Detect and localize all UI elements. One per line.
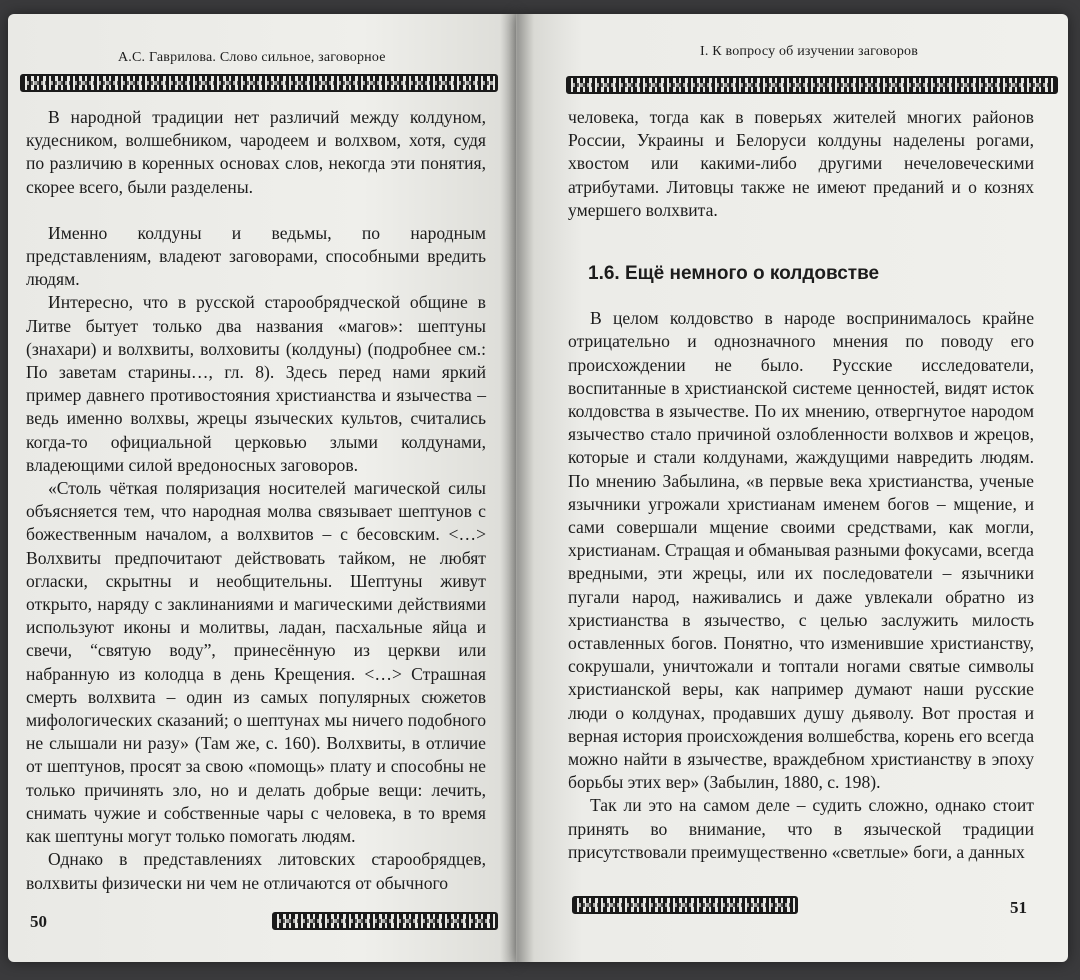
left-paragraph-2: Именно колдуны и ведьмы, по народным представлениям, владеют заговорами, способными вредить людям.	[26, 222, 486, 290]
right-body-text	[568, 106, 1034, 864]
right-header-ornament	[566, 76, 1058, 94]
left-paragraph-3: Интересно, что в русской старообрядческой общине в Литве бытует только два названия «магов»: шептуны (знахари) и волхвиты, волховиты (колдуны) (подробнее см.: По заветам старины…, гл. 8). Здесь перед нами яркий пример давнего противостояния христианства и язычества – ведь именно волхвы, жрецы языческих культов, считались когда-то официальной церковью злыми колдунами, владеющими силой вредоносных заговоров.	[26, 292, 486, 475]
right-paragraph-2: Так ли это на самом деле – судить сложно, однако стоит принять во внимание, что в языческой традиции присутствовали преимущественно «светлые» боги, а данных	[568, 795, 1034, 862]
left-page-number: 50	[30, 912, 47, 931]
section-heading: 1.6. Ещё немного о колдовстве	[588, 263, 880, 285]
right-continuation-paragraph: человека, тогда как в поверьях жителей многих районов России, Украины и Белоруси колдуны наделены рогами, хвостом или какими-либо другими нечеловеческими атрибутами. Литовцы также не имеют преданий и о кознях умершего волхвита.	[568, 107, 1034, 220]
right-footer-ornament	[572, 896, 798, 914]
right-running-head: I. К вопросу об изучении заговоров	[700, 44, 919, 59]
left-body-text	[26, 106, 486, 895]
heading-gap-bottom	[568, 285, 1034, 307]
left-header-ornament	[20, 74, 498, 92]
left-running-head: А.С. Гаврилова. Слово сильное, заговорное	[118, 50, 386, 65]
left-paragraph-5: Однако в представлениях литовских старообрядцев, волхвиты физически ни чем не отличаются от обычного	[26, 849, 486, 893]
left-paragraph-4: «Столь чёткая поляризация носителей магической силы объясняется тем, что народная молва связывает шептунов с божественным началом, а волхвитов – с бесовским. <…> Волхвиты предпочитают действовать тайком, не любят огласки, скрытны и необщительны. Шептуны живут открыто, наряду с заклинаниями и магическими действиями используют иконы и молитвы, ладан, пасхальные яйца и свечи, “святую воду”, принесённую из церкви или набранную из колодца в день Крещения. <…> Страшная смерть волхвита – один из самых популярных сюжетов мифологических сказаний; о шептунах мы ничего подобного не слышали ни разу» (Там же, с. 160). Волхвиты, в отличие от шептунов, просят за свою «помощь» плату и способны не только причинять зло, но и делать добрые вещи: лечить, снимать чужие и собственные чары с человека, в то время как шептуны могут только помогать людям.	[26, 478, 486, 847]
heading-gap-top	[568, 222, 1034, 262]
right-page-number: 51	[1010, 898, 1027, 917]
right-paragraph-1: В целом колдовство в народе воспринималось крайне отрицательно и однозначного мнения по поводу его происхождении не было. Русские исследователи, воспитанные в христианской системе ценностей, видят исток колдовства в язычестве. По их мнению, отвергнутое народом язычество стало причиной озлобленности волхвов и жрецов, которые и стали колдунами, жаждущими навредить людям. По мнению Забылина, «в первые века христианства, ученые язычники угрожали христианам именем богов – мщение, и сами совершали мщение своими средствами, как могли, христианам. Стращая и обманывая разными фокусами, всегда вредными, эти жрецы, или их последователи – язычники пугали народ, наживались и даже увлекали обратно из христианства в язычество, с целью заслужить милость оставленных богов. Понятно, что изменившие христианству, сокрушали, уничтожали и топтали ногами святые символы христианской веры, как например думают наши русские люди о колдунах, продавших душу дьяволу. Вот простая и верная история происхождения волшебства, корень его всегда можно найти в язычестве, враждебном христианству в эпоху борьбы этих вер» (Забылин, 1880, с. 198).	[568, 308, 1034, 793]
left-paragraph-1: В народной традиции нет различий между колдуном, кудесником, волшебником, чародеем и волхвом, хотя, судя по различию в коренных основах слов, некогда эти понятия, скорее всего, были разделены.	[26, 107, 486, 197]
paragraph-gap	[26, 199, 486, 222]
left-footer-ornament	[272, 912, 498, 930]
